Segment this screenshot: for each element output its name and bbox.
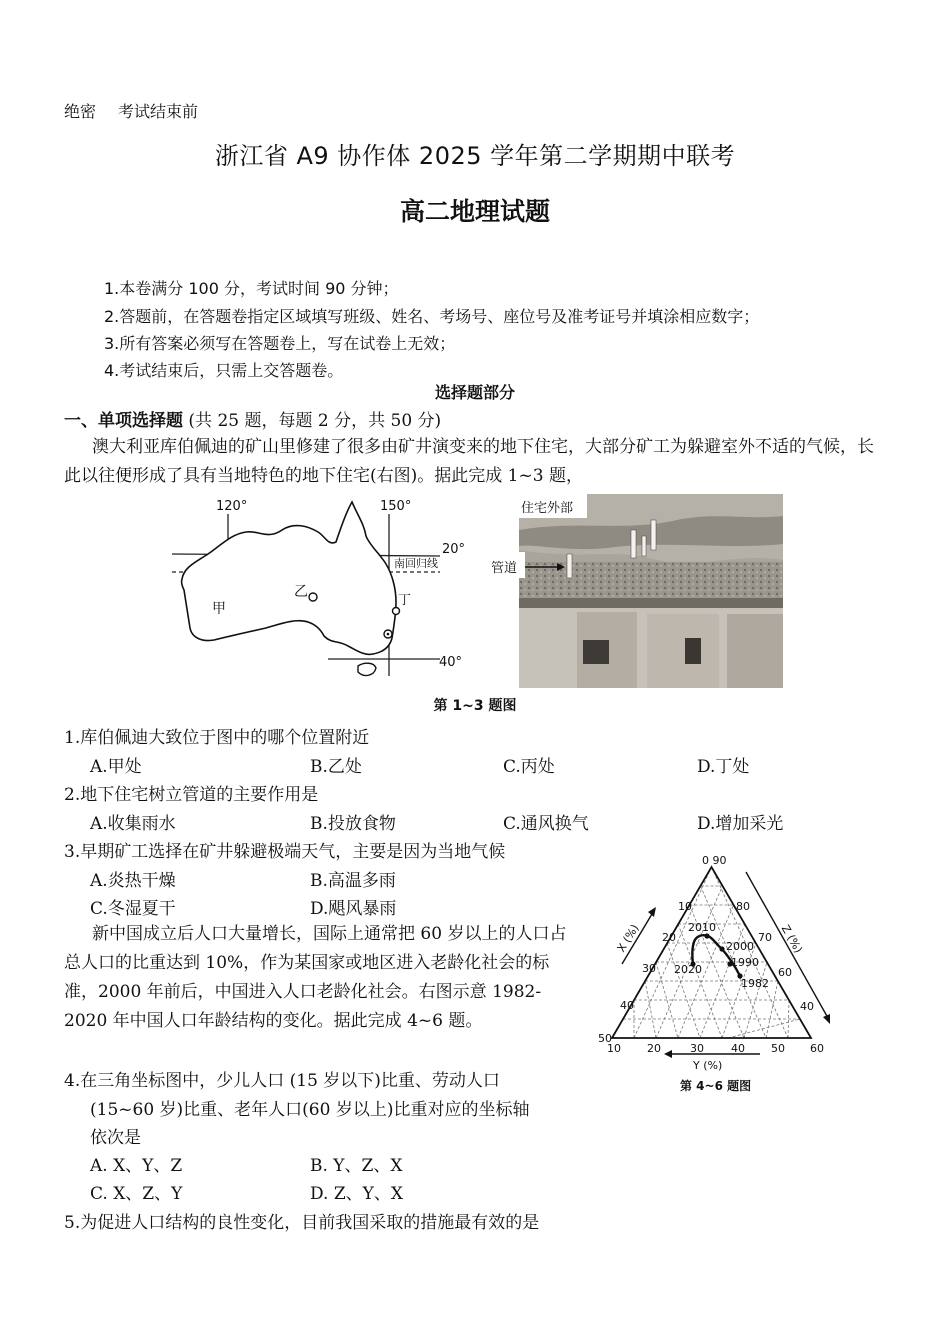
marker-yi: [309, 593, 317, 601]
apex-label: 0 90: [702, 854, 727, 867]
instruction-2: 2.答题前，在答题卷指定区域填写班级、姓名、考场号、座位号及准考证号并填涂相应数字；: [104, 307, 760, 326]
label-yi: 乙: [294, 584, 308, 600]
label-pipe: 管道: [491, 561, 518, 576]
right-tick-80: 80: [736, 900, 750, 913]
axis-y-label: Y (%): [693, 1059, 723, 1072]
point-2000: [719, 946, 724, 951]
bottom-tick-50: 50: [771, 1042, 785, 1055]
right-tick-70: 70: [758, 931, 772, 944]
secret-label: [64, 99, 198, 122]
label-tropic: 南回归线: [394, 557, 438, 570]
part-one-heading: [64, 406, 441, 431]
left-tick-50: 50: [598, 1032, 612, 1045]
exam-subtitle: 高二地理试题: [399, 197, 550, 226]
ternary-diagram: [590, 852, 840, 1098]
q2-option-d: D.增加采光: [697, 814, 784, 834]
q2-option-a: A.收集雨水: [90, 814, 176, 834]
q4-option-d: D. Z、Y、X: [310, 1184, 403, 1204]
q4-option-b: B. Y、Z、X: [310, 1156, 403, 1176]
q1-option-b: B.乙处: [310, 757, 362, 777]
australia-coast: [182, 502, 396, 654]
q2-option-c: C.通风换气: [503, 814, 589, 834]
bottom-tick-10: 10: [607, 1042, 621, 1055]
figure-4-6-caption: 第 4~6 题图: [680, 1079, 752, 1093]
year-2010: 2010: [688, 921, 716, 934]
left-tick-10: 10: [678, 900, 692, 913]
intro-q4-6: 新中国成立后人口大量增长，国际上通常把 60 岁以上的人口占总人口的比重达到 10%，作为某国家或地区进入老龄化社会的标准，2000 年前后，中国进入人口老龄化社会。右图示意 1982-2020 年中国人口年龄结构的变化。据此完成 4~6 题。: [64, 924, 567, 1031]
bottom-tick-60: 60: [810, 1042, 824, 1055]
label-120: 120°: [216, 499, 248, 514]
year-1990: 1990: [731, 956, 759, 969]
question-2: 2.地下住宅树立管道的主要作用是: [64, 785, 319, 805]
left-tick-20: 20: [662, 931, 676, 944]
q3-option-d: D.飓风暴雨: [310, 899, 397, 919]
question-3: 3.早期矿工选择在矿井躲避极端天气，主要是因为当地气候: [64, 842, 506, 862]
year-2000: 2000: [726, 940, 754, 953]
question-4-line1: 4.在三角坐标图中，少儿人口 (15 岁以下)比重、劳动人口: [64, 1071, 500, 1091]
instruction-3: 3.所有答案必须写在答题卷上，写在试卷上无效；: [104, 334, 456, 353]
label-ding: 丁: [398, 593, 412, 608]
bottom-tick-30: 30: [690, 1042, 704, 1055]
axis-z-label: Z (%): [778, 922, 805, 956]
intro-q1-3: 澳大利亚库伯佩迪的矿山里修建了很多由矿井演变来的地下住宅，大部分矿工为躲避室外不适的气候，长此以往便形成了具有当地特色的地下住宅(右图)。据此完成 1~3 题，: [64, 437, 874, 486]
q1-option-a: A.甲处: [90, 757, 142, 777]
axis-x-label: X (%): [614, 922, 642, 955]
label-exterior: 住宅外部: [521, 501, 574, 516]
tasmania: [358, 663, 376, 675]
right-tick-60: 60: [778, 966, 792, 979]
marker-ding: [393, 608, 400, 615]
q1-option-c: C.丙处: [503, 757, 555, 777]
figure-1-3-caption: 第 1~3 题图: [433, 698, 517, 714]
section-title: 选择题部分: [434, 383, 515, 402]
question-1: 1.库伯佩迪大致位于图中的哪个位置附近: [64, 728, 370, 748]
ternary-grid: [623, 867, 800, 1038]
q3-option-b: B.高温多雨: [310, 871, 396, 891]
secret-note: 考试结束前: [118, 102, 199, 121]
q4-option-c: C. X、Z、Y: [90, 1184, 183, 1204]
bottom-tick-20: 20: [647, 1042, 661, 1055]
question-4-line2: (15~60 岁)比重、老年人口(60 岁以上)比重对应的坐标轴: [90, 1100, 530, 1120]
point-2010: [704, 933, 709, 938]
q3-option-a: A.炎热干燥: [90, 871, 176, 891]
ternary-frame: [612, 867, 811, 1038]
question-5: 5.为促进人口结构的良性变化，目前我国采取的措施最有效的是: [64, 1213, 540, 1233]
underground-house-photo: [487, 490, 783, 688]
q3-option-c: C.冬湿夏干: [90, 899, 176, 919]
year-1982: 1982: [741, 977, 769, 990]
right-tick-40: 40: [800, 1000, 814, 1013]
label-150: 150°: [380, 499, 412, 514]
q1-option-d: D.丁处: [697, 757, 750, 777]
pipe-3: [642, 536, 646, 556]
secret-text: 绝密: [64, 102, 97, 121]
part-one-note: (共 25 题，每题 2 分，共 50 分): [188, 411, 442, 431]
instruction-1: 1.本卷满分 100 分，考试时间 90 分钟；: [104, 279, 399, 298]
pipe-2: [631, 530, 636, 558]
q2-option-b: B.投放食物: [310, 814, 396, 834]
pipe-1: [567, 554, 572, 578]
exam-title: 浙江省 A9 协作体 2025 学年第二学期期中联考: [214, 142, 736, 170]
bottom-tick-40: 40: [731, 1042, 745, 1055]
q4-option-a: A. X、Y、Z: [90, 1156, 183, 1176]
left-tick-30: 30: [642, 962, 656, 975]
australia-map: [168, 494, 466, 680]
label-jia: 甲: [212, 601, 226, 617]
pipe-4: [651, 520, 656, 550]
year-2020: 2020: [674, 963, 702, 976]
part-one-title: 一、单项选择题: [64, 411, 183, 431]
label-20: 20°: [442, 542, 466, 557]
left-tick-40: 40: [620, 999, 634, 1012]
label-40: 40°: [439, 655, 463, 670]
instruction-4: 4.考试结束后，只需上交答题卷。: [104, 361, 344, 380]
question-4-line3: 依次是: [90, 1128, 141, 1148]
